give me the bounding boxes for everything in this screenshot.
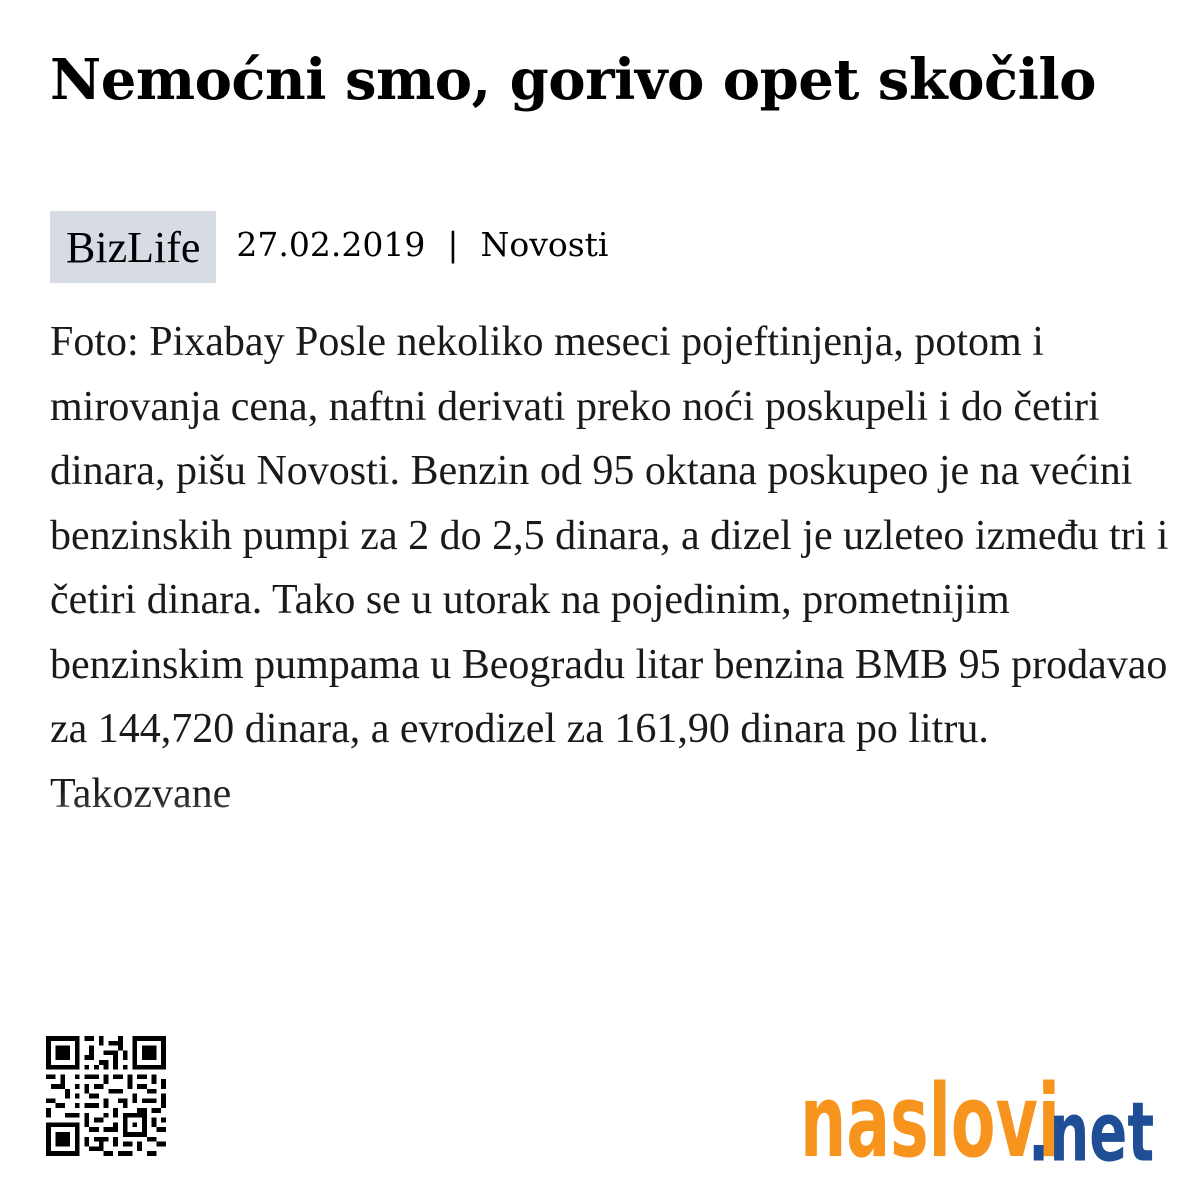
- qr-code-icon: [46, 1036, 166, 1156]
- source-badge[interactable]: [50, 211, 216, 283]
- article-date: 27.02.2019: [236, 225, 426, 264]
- meta-separator: |: [447, 225, 459, 264]
- meta-info: [236, 225, 608, 264]
- article-category[interactable]: Novosti: [480, 225, 609, 264]
- article-meta: [50, 211, 608, 283]
- source-label: BizLife: [66, 222, 201, 272]
- article-title: Nemoćni smo, gorivo opet skočilo: [50, 47, 1096, 113]
- naslovi-net-logo[interactable]: [800, 1064, 1170, 1174]
- article-body: Foto: Pixabay Posle nekoliko meseci pojeftinjenja, potom i mirovanja cena, naftni derivati preko noći poskupeli i do četiri dinara, pišu Novosti. Benzin od 95 oktana poskupeo je na većini benzinskih pumpi za 2 do 2,5 dinara, a dizel je uzleteo između tri i četiri dinara. Tako se u utorak na pojedinim, prometnijim benzinskim pumpama u Beogradu litar benzina BMB 95 prodavao za 144,720 dinara, a evrodizel za 161,90 dinara po litru. Takozvane: [50, 310, 1170, 826]
- svg-text:.net: .net: [1028, 1085, 1155, 1174]
- svg-text:naslovi: naslovi: [800, 1064, 1061, 1174]
